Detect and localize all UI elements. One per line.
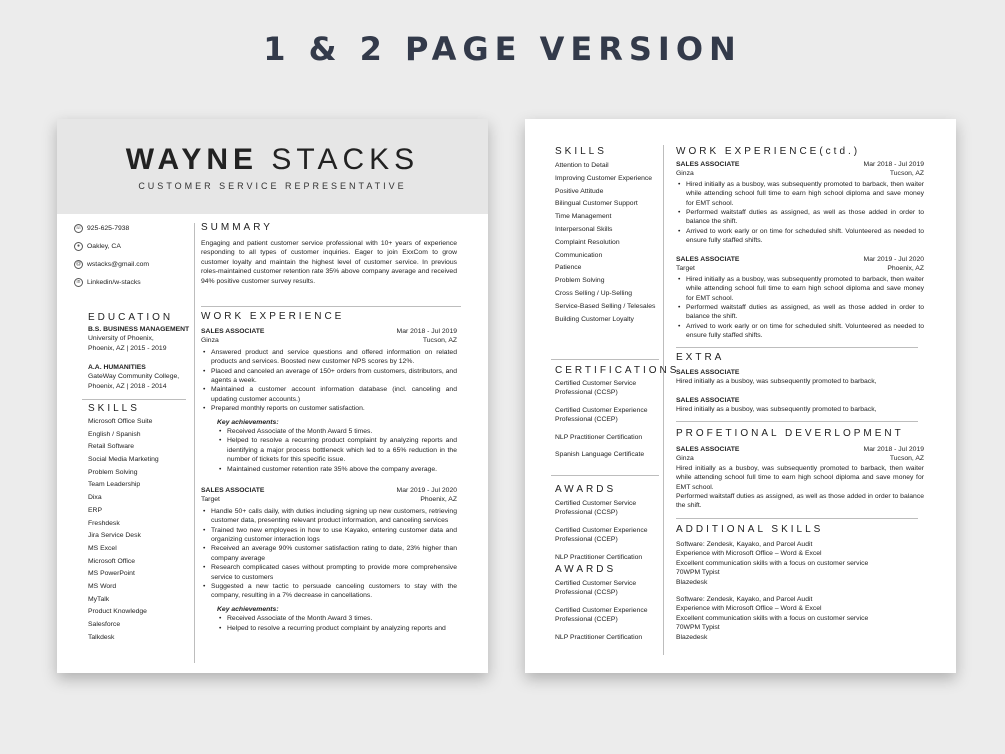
education-heading: EDUCATION (88, 312, 174, 323)
job-bullet: • Hired initially as a busboy, was subsequently promoted to barback, then waiter while attending school full time to earn high school diploma and save money for EMT school. (676, 180, 924, 208)
skill-item: Talkdesk (88, 633, 115, 641)
job-entry (676, 255, 924, 341)
job-bullet: • Suggested a new tactic to persuade canceling customers to stay with the company, resulting in a 7% decrease in cancellations. (201, 582, 457, 601)
job-bullet: • Performed waitstaff duties as assigned, as well as those added in order to balance the shift. (676, 303, 924, 322)
job-bullet: • Prepared monthly reports on customer satisfaction. (201, 404, 457, 413)
job-bullet: • Arrived to work early or on time for scheduled shift. Volunteered as needed to ensure fully staffed shifts. (676, 227, 924, 246)
award-item: Certified Customer Service Professional (CCSP) (555, 500, 637, 517)
job-location: Phoenix, AZ (420, 496, 457, 504)
certification-item: Certified Customer Experience Professional (CCEP) (555, 406, 648, 424)
extra-text: Hired initially as a busboy, was subsequently promoted to barback, (676, 406, 877, 414)
job-bullet: • Hired initially as a busboy, was subsequently promoted to barback, then waiter while attending school full time to earn high school diploma and save money for EMT school. (676, 275, 924, 303)
education-item (88, 325, 193, 353)
job-bullet: • Trained two new employees in how to use Kayako, entering customer data and organizing customer interaction logs (201, 526, 457, 545)
job-bullet: • Placed and canceled an average of 150+ orders from customers, distributors, and agents a week. (201, 367, 457, 386)
divider (551, 475, 659, 476)
skill-item: Problem Solving (88, 468, 138, 476)
skill-item: MyTalk (88, 595, 110, 603)
skill-item: Time Management (555, 213, 612, 221)
awards-list (555, 499, 659, 570)
job-bullets (676, 275, 924, 341)
awards-heading: AWARDS (555, 564, 617, 575)
additional-skill-line: Excellent communication skills with a focus on customer service (676, 614, 869, 622)
skill-item: Product Knowledge (88, 608, 147, 616)
skill-item: English / Spanish (88, 430, 141, 438)
skill-item: Problem Solving (555, 277, 605, 285)
column-divider (194, 223, 195, 663)
job-role: SALES ASSOCIATE (676, 446, 740, 453)
extra-heading: EXTRA (676, 352, 725, 363)
first-name: WAYNE (125, 143, 259, 176)
resume-header (57, 119, 488, 214)
development-text: Performed waitstaff duties as assigned, as well as those added in order to balance the shift. (676, 493, 924, 510)
contact-text: Linkedin/w-stacks (87, 279, 141, 286)
skill-item: Positive Attitude (555, 187, 604, 195)
divider (82, 399, 186, 400)
extra-role: SALES ASSOCIATE (676, 397, 740, 404)
job-location: Tucson, AZ (422, 337, 457, 345)
job-company: Target (676, 265, 695, 273)
job-bullets (201, 348, 457, 414)
job-location: Tucson, AZ (889, 455, 924, 463)
summary-heading: SUMMARY (201, 222, 273, 233)
achievement-item: • Helped to resolve a recurring product complaint by analyzing reports and identifying a major process bottleneck which led to a 65% reduction in the number of tickets for this specific issue. (217, 436, 457, 464)
skill-item: MS PowerPoint (88, 570, 135, 578)
contact-text: 925-625-7938 (87, 225, 130, 232)
additional-skill-line: Blazedesk (676, 633, 708, 641)
achievement-item: • Received Associate of the Month Award 5 times. (217, 427, 457, 436)
job-role: SALES ASSOCIATE (676, 256, 740, 263)
job-role: SALES ASSOCIATE (201, 328, 265, 335)
linkedin-icon: in (74, 278, 83, 287)
skill-item: Jira Service Desk (88, 532, 141, 540)
job-role: SALES ASSOCIATE (676, 161, 740, 168)
skill-item: ERP (88, 506, 102, 514)
job-bullets (201, 507, 457, 601)
resume-name (57, 143, 488, 177)
skill-item: Freshdesk (88, 519, 120, 527)
job-entry (201, 327, 457, 474)
divider (201, 306, 461, 307)
job-bullet: • Received an average 90% customer satisfaction rating to date, 23% higher than company average (201, 544, 457, 563)
skill-item: Attention to Detail (555, 162, 609, 169)
job-dates: Mar 2018 - Jul 2019 (863, 446, 924, 453)
key-achievements-label: Key achievements: (217, 605, 279, 613)
achievement-item: • Received Associate of the Month Award 3 times. (217, 614, 457, 623)
contact-text: wstacks@gmail.com (87, 261, 150, 268)
education-item (88, 363, 193, 391)
extra-item (676, 396, 924, 415)
job-company: Ginza (201, 337, 219, 345)
extra-role: SALES ASSOCIATE (676, 369, 740, 376)
contact-item (76, 279, 141, 286)
skill-item: Microsoft Office Suite (88, 418, 153, 425)
skill-item: MS Excel (88, 544, 117, 552)
job-bullet: • Research complicated cases without prompting to provide more comprehensive service to customers (201, 563, 457, 582)
school: University of Phoenix, (88, 335, 154, 343)
awards-heading: AWARDS (555, 484, 617, 495)
job-dates: Mar 2018 - Jul 2019 (396, 328, 457, 335)
work-heading: WORK EXPERIENCE (201, 311, 345, 322)
achievement-item: • Maintained customer retention rate 35% above the company average. (217, 465, 457, 474)
contact-item (75, 261, 150, 268)
achievement-list (201, 427, 457, 474)
job-location: Tucson, AZ (889, 170, 924, 178)
column-divider (663, 145, 664, 655)
divider (676, 518, 918, 519)
skill-item: MS Word (88, 582, 117, 590)
job-bullet: • Maintained a customer account information database (incl. canceling and updating customer accounts.) (201, 385, 457, 404)
job-dates: Mar 2018 - Jul 2019 (863, 161, 924, 168)
divider (551, 359, 659, 360)
additional-skill-line: 70WPM Typist (676, 624, 720, 632)
additional-skill-line: Experience with Microsoft Office – Word & Excel (676, 605, 822, 613)
contact-item (75, 225, 130, 232)
skill-item: Dixa (88, 494, 102, 502)
job-dates: Mar 2019 - Jul 2020 (396, 487, 457, 494)
additional-skill-line: 70WPM Typist (676, 569, 720, 577)
contact-item (76, 243, 121, 250)
extra-text: Hired initially as a busboy, was subsequently promoted to barback, (676, 378, 877, 386)
job-company: Target (201, 496, 220, 504)
summary-text: Engaging and patient customer service professional with 10+ years of experience responding to all types of customer inquiries. Eager to join ExxCom to grow customer loyalty and maintain the highest level of customer service. In previous roles-maintained customer retention rate 35% above company average and received 94% positive customer survey results. (201, 240, 457, 285)
location-icon: ● (74, 242, 83, 251)
degree: B.S. BUSINESS MANAGEMENT (88, 326, 190, 333)
certifications-heading: CERTIFICATIONS (555, 365, 680, 376)
additional-skill-line: Experience with Microsoft Office – Word & Excel (676, 550, 822, 558)
education-detail: Phoenix, AZ | 2018 - 2014 (88, 382, 167, 390)
award-item: NLP Practitioner Certification (555, 633, 643, 641)
achievement-list (201, 614, 457, 633)
award-item: Certified Customer Experience Professional (CCEP) (555, 606, 648, 624)
skill-item: Improving Customer Experience (555, 174, 653, 182)
job-company: Ginza (676, 170, 694, 178)
additional-skill-line: Software: Zendesk, Kayako, and Parcel Audit (676, 596, 813, 603)
job-bullet: • Performed waitstaff duties as assigned, as well as those added in order to balance the shift. (676, 208, 924, 227)
job-company: Ginza (676, 455, 694, 463)
skill-item: Bilingual Customer Support (555, 200, 638, 208)
certification-item: Spanish Language Certificate (555, 451, 645, 459)
skill-item: Service-Based Selling / Telesales (555, 302, 656, 310)
skill-item: Building Customer Loyalty (555, 315, 634, 323)
education-detail: Phoenix, AZ | 2015 - 2019 (88, 344, 167, 352)
job-bullet: • Answered product and service questions and offered information on related products and services. Boosted new customer NPS scores by 12%. (201, 348, 457, 367)
development-entry (676, 445, 924, 511)
certification-item: Certified Customer Service Professional (CCSP) (555, 380, 637, 397)
development-heading: PROFETIONAL DEVERLOPMENT (676, 428, 904, 439)
additional-skill-line: Blazedesk (676, 578, 708, 586)
development-text: Hired initially as a busboy, was subsequently promoted to barback, then waiter while attending school full time to earn high school diploma and save money for EMT school. (676, 464, 924, 491)
work-ctd-heading: WORK EXPERIENCE(ctd.) (676, 146, 861, 157)
job-location: Phoenix, AZ (887, 265, 924, 273)
last-name: STACKS (271, 143, 420, 176)
additional-skills-group (676, 540, 924, 587)
skills-heading: SKILLS (555, 146, 607, 157)
key-achievements-label: Key achievements: (217, 418, 279, 426)
job-bullets (676, 180, 924, 246)
skills-heading: SKILLS (88, 403, 140, 414)
extra-item (676, 368, 924, 387)
skills-list (88, 417, 159, 645)
additional-skill-line: Excellent communication skills with a focus on customer service (676, 559, 869, 567)
resume-job-title: CUSTOMER SERVICE REPRESENTATIVE (138, 181, 407, 191)
skill-item: Team Leadership (88, 481, 141, 489)
page-banner-title: 1 & 2 PAGE VERSION (263, 30, 742, 68)
job-bullet: • Arrived to work early or on time for scheduled shift. Volunteered as needed to ensure fully staffed shifts. (676, 322, 924, 341)
skill-item: Cross Selling / Up-Selling (555, 289, 633, 297)
school: GateWay Community College, (88, 373, 180, 381)
phone-icon: ☏ (75, 225, 82, 231)
job-dates: Mar 2019 - Jul 2020 (863, 256, 924, 263)
skill-item: Retail Software (88, 443, 135, 451)
job-entry (676, 160, 924, 246)
divider (676, 421, 918, 422)
awards-list (555, 579, 659, 650)
skill-item: Salesforce (88, 621, 121, 628)
additional-skills-heading: ADDITIONAL SKILLS (676, 524, 824, 535)
skill-item: Communication (555, 251, 603, 259)
achievement-item: • Helped to resolve a recurring product complaint by analyzing reports and (217, 624, 457, 633)
job-entry (201, 486, 457, 633)
certifications-list (555, 379, 659, 467)
additional-skills-group (676, 595, 924, 642)
divider (676, 347, 918, 348)
skill-item: Social Media Marketing (88, 456, 159, 464)
contact-text: Oakley, CA (87, 243, 121, 250)
certification-item: NLP Practitioner Certification (555, 433, 643, 441)
skill-item: Microsoft Office (88, 557, 136, 565)
resume-page-two (525, 119, 956, 673)
skill-item: Patience (555, 264, 582, 272)
award-item: Certified Customer Experience Professional (CCEP) (555, 526, 648, 544)
skill-item: Complaint Resolution (555, 238, 620, 246)
additional-skill-line: Software: Zendesk, Kayako, and Parcel Audit (676, 541, 813, 548)
award-item: NLP Practitioner Certification (555, 553, 643, 561)
skill-item: Interpersonal Skills (555, 225, 613, 233)
resume-page-one (57, 119, 488, 673)
degree: A.A. HUMANITIES (88, 364, 146, 371)
job-role: SALES ASSOCIATE (201, 487, 265, 494)
email-icon: @ (75, 261, 82, 267)
job-bullet: • Handle 50+ calls daily, with duties including signing up new customers, retrieving customer data, presenting relevant product information, and canceling services (201, 507, 457, 526)
award-item: Certified Customer Service Professional (CCSP) (555, 580, 637, 597)
skills-list (555, 161, 655, 327)
